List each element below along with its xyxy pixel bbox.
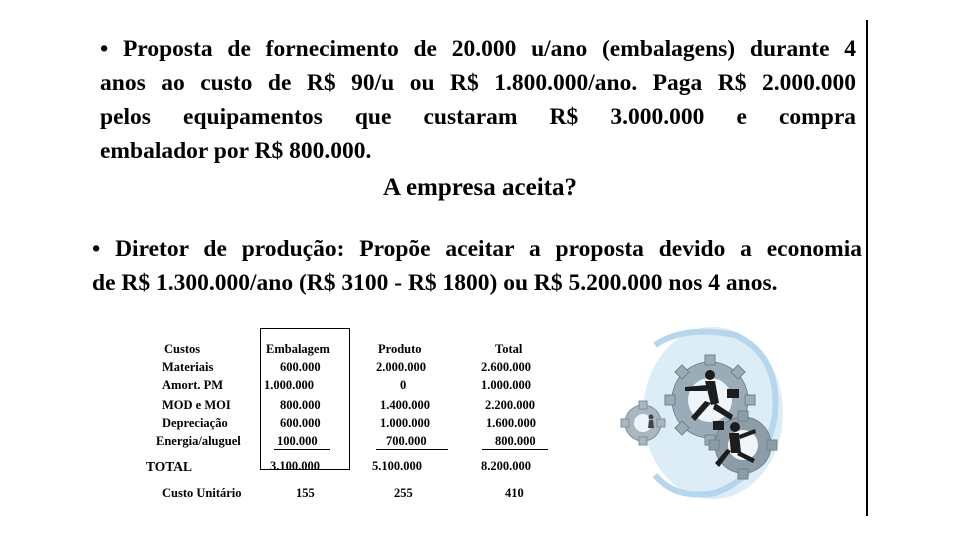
cell-total: 800.000 (495, 434, 536, 448)
row-label: MOD e MOI (162, 398, 231, 412)
cell-embalagem: 800.000 (280, 398, 321, 412)
text-line: embalador por R$ 800.000. (100, 138, 372, 164)
unit-embalagem: 155 (296, 486, 315, 500)
cell-produto: 0 (400, 378, 407, 392)
cell-produto: 700.000 (386, 434, 427, 448)
header-embalagem: Embalagem (266, 342, 330, 356)
cell-embalagem: 600.000 (280, 360, 321, 374)
header-total: Total (495, 342, 523, 356)
cell-total: 1.000.000 (481, 378, 531, 392)
text-line: Diretor de produção: Propõe aceitar a proposta devido a economia (115, 236, 863, 262)
cell-total: 2.200.000 (485, 398, 535, 412)
cell-embalagem: 600.000 (280, 416, 321, 430)
unit-produto: 255 (394, 486, 413, 500)
total-label: TOTAL (146, 459, 193, 474)
row-label: Depreciação (162, 416, 228, 430)
vertical-divider (866, 20, 868, 516)
illustration-svg (615, 325, 785, 500)
question-heading: A empresa aceita? (383, 174, 577, 201)
text-line: Proposta de fornecimento de 20.000 u/ano (embalagens) durante 4 (122, 36, 857, 62)
bullet: • (100, 36, 109, 62)
cell-produto: 2.000.000 (376, 360, 426, 374)
row-label: Energia/aluguel (156, 434, 241, 448)
cell-produto: 1.000.000 (380, 416, 430, 430)
underline (376, 449, 448, 450)
underline (482, 449, 548, 450)
cell-total: 2.600.000 (481, 360, 531, 374)
cell-produto: 1.400.000 (380, 398, 430, 412)
unit-total: 410 (505, 486, 524, 500)
business-people-gears-icon (615, 325, 785, 500)
total-produto: 5.100.000 (372, 459, 422, 473)
cost-table (140, 338, 570, 508)
total-total: 8.200.000 (481, 459, 531, 473)
text-line: anos ao custo de R$ 90/u ou R$ 1.800.000/ano. Paga R$ 2.000.000 (100, 70, 856, 96)
director-paragraph (92, 232, 862, 300)
proposal-paragraph (100, 32, 856, 168)
header-produto: Produto (378, 342, 422, 356)
row-label: Amort. PM (162, 378, 224, 392)
text-line: de R$ 1.300.000/ano (R$ 3100 - R$ 1800) ou R$ 5.200.000 nos 4 anos. (92, 270, 778, 296)
header-custos: Custos (164, 342, 201, 356)
row-label: Materiais (162, 360, 214, 374)
unit-label: Custo Unitário (162, 486, 242, 500)
total-embalagem: 3.100.000 (270, 459, 320, 473)
small-figure (648, 415, 654, 429)
underline (274, 449, 330, 450)
cell-total: 1.600.000 (486, 416, 536, 430)
text-line: pelos equipamentos que custaram R$ 3.000.000 e compra (100, 104, 856, 130)
bullet: • (92, 236, 101, 262)
cell-embalagem: 1.000.000 (264, 378, 314, 392)
cell-embalagem: 100.000 (277, 434, 318, 448)
